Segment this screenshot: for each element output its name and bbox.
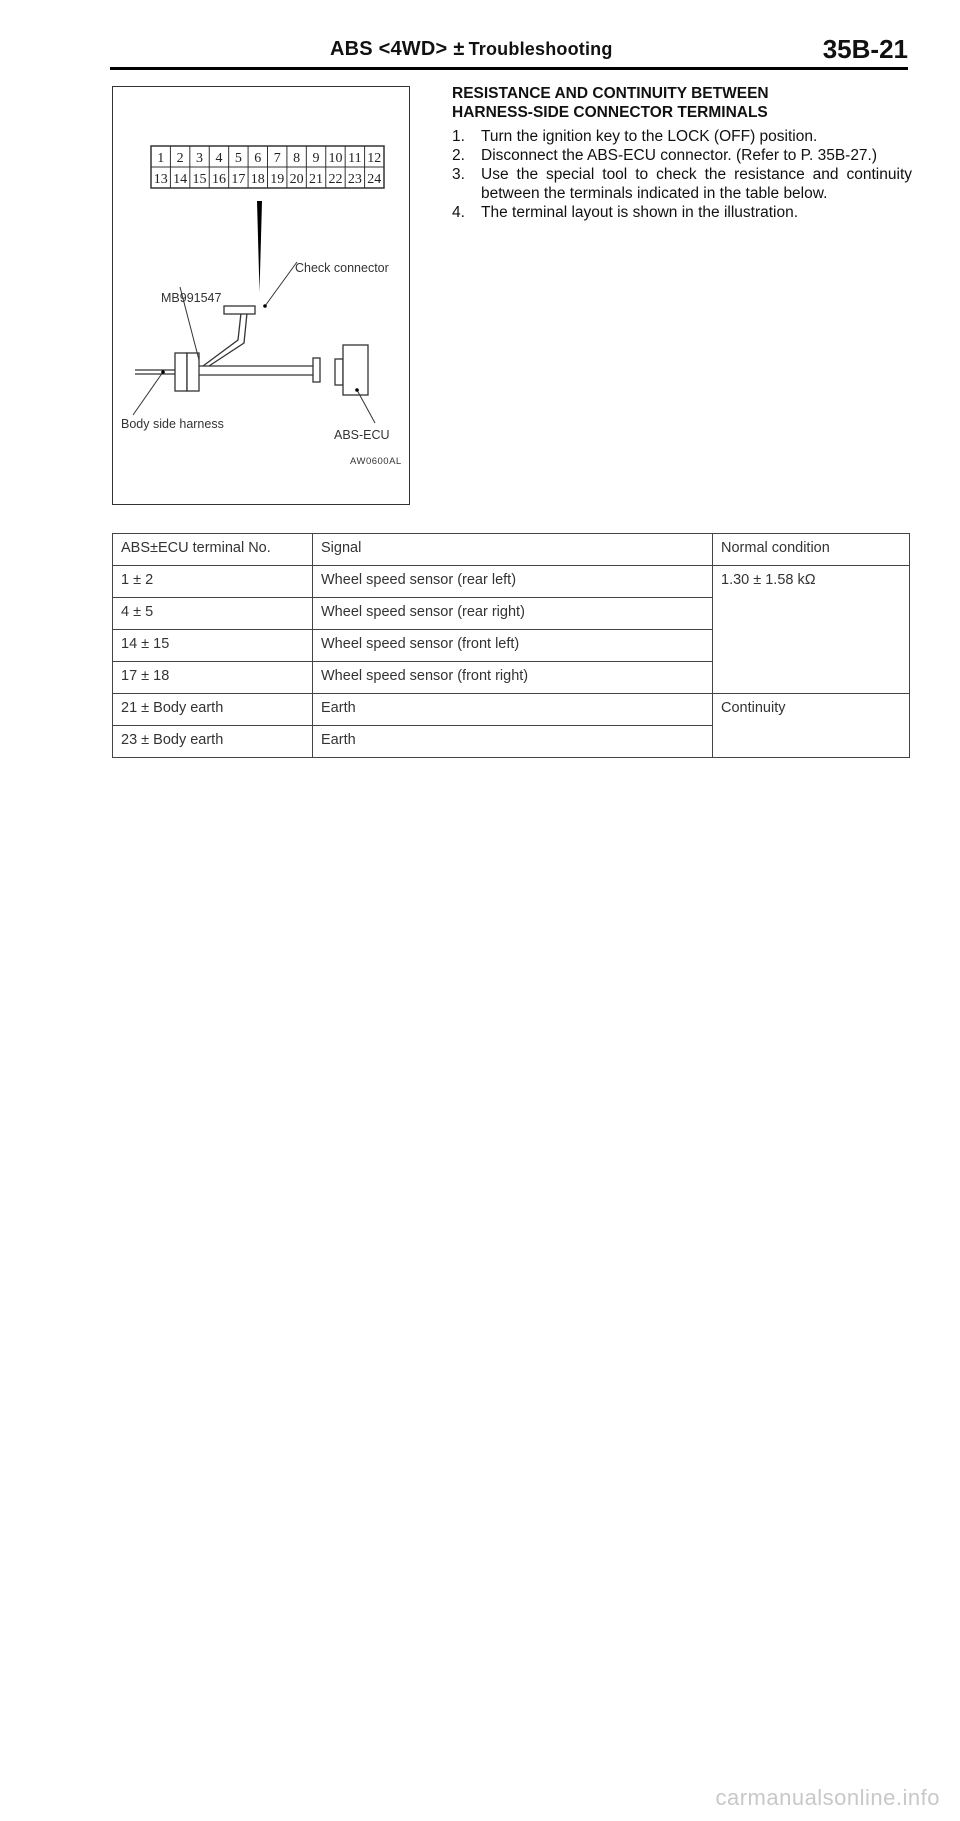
leader-dot-harness xyxy=(161,370,165,374)
check-connector xyxy=(224,306,255,314)
section-heading xyxy=(452,84,872,122)
ecu-connector-body xyxy=(343,345,368,395)
header-subtitle: Troubleshooting xyxy=(468,39,613,59)
connector-terminal-1: 1 xyxy=(157,151,165,166)
connector-terminal-13: 13 xyxy=(153,172,168,187)
header-terminal: ABS±ECU terminal No. xyxy=(113,534,313,566)
step-text: The terminal layout is shown in the illustration. xyxy=(481,204,799,221)
procedure-steps xyxy=(452,127,912,222)
step-number: 3. xyxy=(452,166,465,183)
cell-terminal: 1 ± 2 xyxy=(113,566,313,598)
page-number: 35B-21 xyxy=(822,34,908,64)
leader-body-harness xyxy=(133,372,163,415)
cell-condition-resistance: 1.30 ± 1.58 kΩ xyxy=(713,566,910,694)
label-body-harness: Body side harness xyxy=(121,417,224,431)
step-number: 4. xyxy=(452,204,465,221)
leader-check-connector xyxy=(265,262,297,306)
step-text: Disconnect the ABS-ECU connector. (Refer to P. 35B-27.) xyxy=(481,147,878,164)
step-text: Use the special tool to check the resistance and continuity between the terminals indicated in the table below. xyxy=(481,166,912,202)
cell-signal: Wheel speed sensor (front right) xyxy=(313,662,713,694)
label-tool: MB991547 xyxy=(161,291,222,305)
step-number: 1. xyxy=(452,128,465,145)
connector-terminal-5: 5 xyxy=(234,151,242,166)
connector-terminal-6: 6 xyxy=(254,151,262,166)
step-text: Turn the ignition key to the LOCK (OFF) position. xyxy=(481,128,818,145)
table-row xyxy=(113,566,910,598)
cell-signal: Wheel speed sensor (rear right) xyxy=(313,598,713,630)
connector-terminal-23: 23 xyxy=(347,172,362,187)
connector-terminal-15: 15 xyxy=(192,172,207,187)
leader-dot-check xyxy=(263,304,267,308)
connector-terminal-9: 9 xyxy=(312,151,320,166)
label-check-connector: Check connector xyxy=(295,261,389,275)
connector-terminal-4: 4 xyxy=(215,151,223,166)
tool-connector xyxy=(187,353,199,391)
table-header-row xyxy=(113,534,910,566)
step-item xyxy=(452,165,912,203)
cell-terminal: 23 ± Body earth xyxy=(113,726,313,758)
connector-terminal-16: 16 xyxy=(211,172,226,187)
connector-terminal-18: 18 xyxy=(250,172,265,187)
cell-signal: Earth xyxy=(313,694,713,726)
probe-spike xyxy=(257,201,262,292)
header-condition: Normal condition xyxy=(713,534,910,566)
label-ecu: ABS-ECU xyxy=(334,428,390,442)
body-harness-connector xyxy=(175,353,187,391)
header-rule xyxy=(110,67,908,70)
cell-terminal: 14 ± 15 xyxy=(113,630,313,662)
connector-terminal-20: 20 xyxy=(289,172,304,187)
leader-dot-ecu xyxy=(355,388,359,392)
header-signal: Signal xyxy=(313,534,713,566)
cell-condition-continuity: Continuity xyxy=(713,694,910,758)
cell-terminal: 17 ± 18 xyxy=(113,662,313,694)
step-item xyxy=(452,146,912,165)
footer-watermark: carmanualsonline.info xyxy=(715,1785,940,1810)
connector-terminal-3: 3 xyxy=(196,151,204,166)
connector-terminal-8: 8 xyxy=(293,151,301,166)
ecu-connector-plug xyxy=(335,359,343,385)
connector-terminal-10: 10 xyxy=(328,151,343,166)
header-system: ABS <4WD> xyxy=(330,38,448,60)
connector-terminal-24: 24 xyxy=(367,172,382,187)
heading-line-1: RESISTANCE AND CONTINUITY BETWEEN xyxy=(452,85,769,102)
connector-terminal-21: 21 xyxy=(309,172,324,187)
cell-signal: Wheel speed sensor (rear left) xyxy=(313,566,713,598)
connector-terminal-11: 11 xyxy=(348,151,362,166)
connector-terminal-14: 14 xyxy=(173,172,188,187)
cell-terminal: 4 ± 5 xyxy=(113,598,313,630)
table-row xyxy=(113,694,910,726)
step-item xyxy=(452,127,912,146)
heading-line-2: HARNESS-SIDE CONNECTOR TERMINALS xyxy=(452,104,768,121)
tool-end-connector xyxy=(313,358,320,382)
connector-terminal-2: 2 xyxy=(176,151,184,166)
connector-terminal-22: 22 xyxy=(328,172,343,187)
header-title xyxy=(330,38,613,61)
connector-terminal-7: 7 xyxy=(273,151,281,166)
cell-terminal: 21 ± Body earth xyxy=(113,694,313,726)
cell-signal: Wheel speed sensor (front left) xyxy=(313,630,713,662)
illustration-drawing xyxy=(113,87,411,506)
cell-signal: Earth xyxy=(313,726,713,758)
header-separator: ± xyxy=(453,38,465,60)
step-number: 2. xyxy=(452,147,465,164)
connector-terminal-12: 12 xyxy=(367,151,382,166)
figure-code: AW0600AL xyxy=(350,456,402,467)
connector-terminal-19: 19 xyxy=(270,172,285,187)
terminal-check-table xyxy=(112,533,910,758)
connector-terminal-17: 17 xyxy=(231,172,246,187)
connector-illustration xyxy=(112,86,410,505)
step-item xyxy=(452,203,912,222)
